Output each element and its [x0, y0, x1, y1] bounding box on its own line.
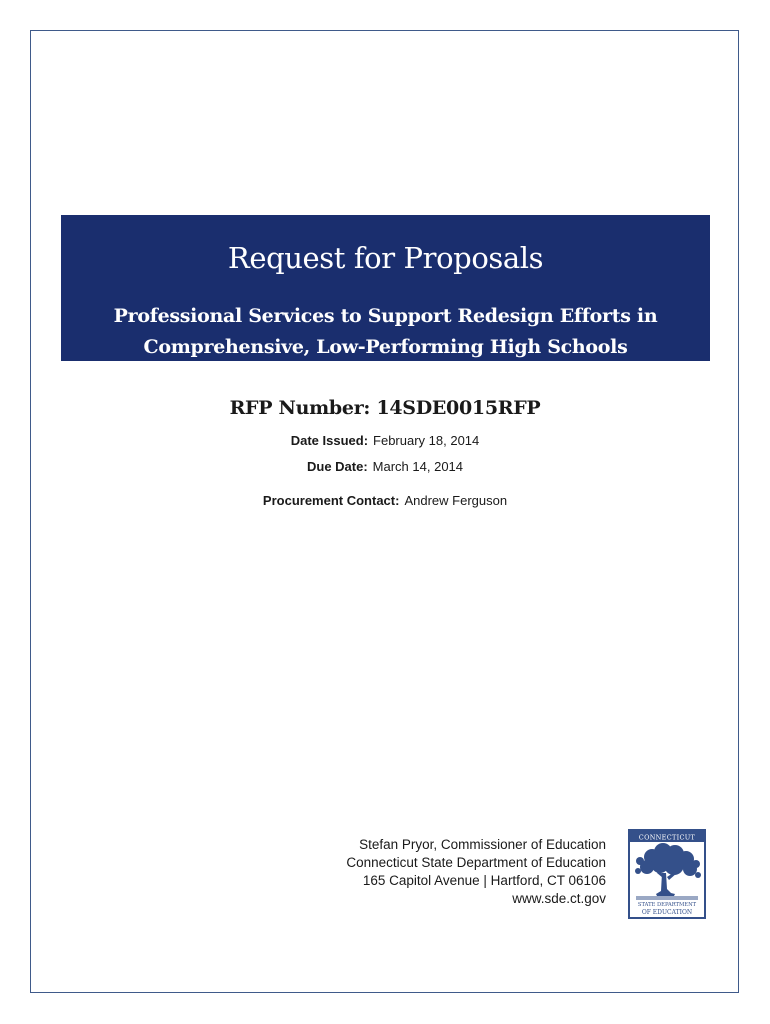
rfp-number: RFP Number: 14SDE0015RFP	[229, 397, 541, 419]
address-block	[290, 836, 606, 908]
street-address-line: 165 Capitol Avenue | Hartford, CT 06106	[362, 873, 606, 888]
date-issued-line	[0, 433, 770, 448]
due-date-value: March 14, 2014	[372, 459, 464, 474]
date-issued-label: Date Issued:	[290, 433, 369, 448]
document-subtitle	[61, 301, 710, 363]
document-title: Request for Proposals	[227, 241, 544, 275]
svg-text:STATE DEPARTMENT: STATE DEPARTMENT	[637, 902, 697, 908]
procurement-contact-label: Procurement Contact:	[262, 493, 400, 508]
website-line: www.sde.ct.gov	[512, 891, 606, 906]
department-line: Connecticut State Department of Education	[346, 855, 606, 870]
subtitle-line-2: Comprehensive, Low-Performing High Schools	[143, 336, 628, 358]
procurement-contact-line	[0, 493, 770, 508]
state-department-logo	[628, 829, 706, 919]
due-date-label: Due Date:	[306, 459, 368, 474]
title-banner	[61, 215, 710, 361]
commissioner-line: Stefan Pryor, Commissioner of Education	[359, 837, 606, 852]
procurement-contact-value: Andrew Ferguson	[404, 493, 508, 508]
date-issued-value: February 18, 2014	[373, 433, 480, 448]
svg-text:OF EDUCATION: OF EDUCATION	[641, 909, 693, 916]
subtitle-line-1: Professional Services to Support Redesign Efforts in	[113, 305, 658, 327]
svg-text:CONNECTICUT: CONNECTICUT	[638, 833, 696, 842]
logo-lettering	[630, 831, 704, 917]
due-date-line	[0, 459, 770, 474]
